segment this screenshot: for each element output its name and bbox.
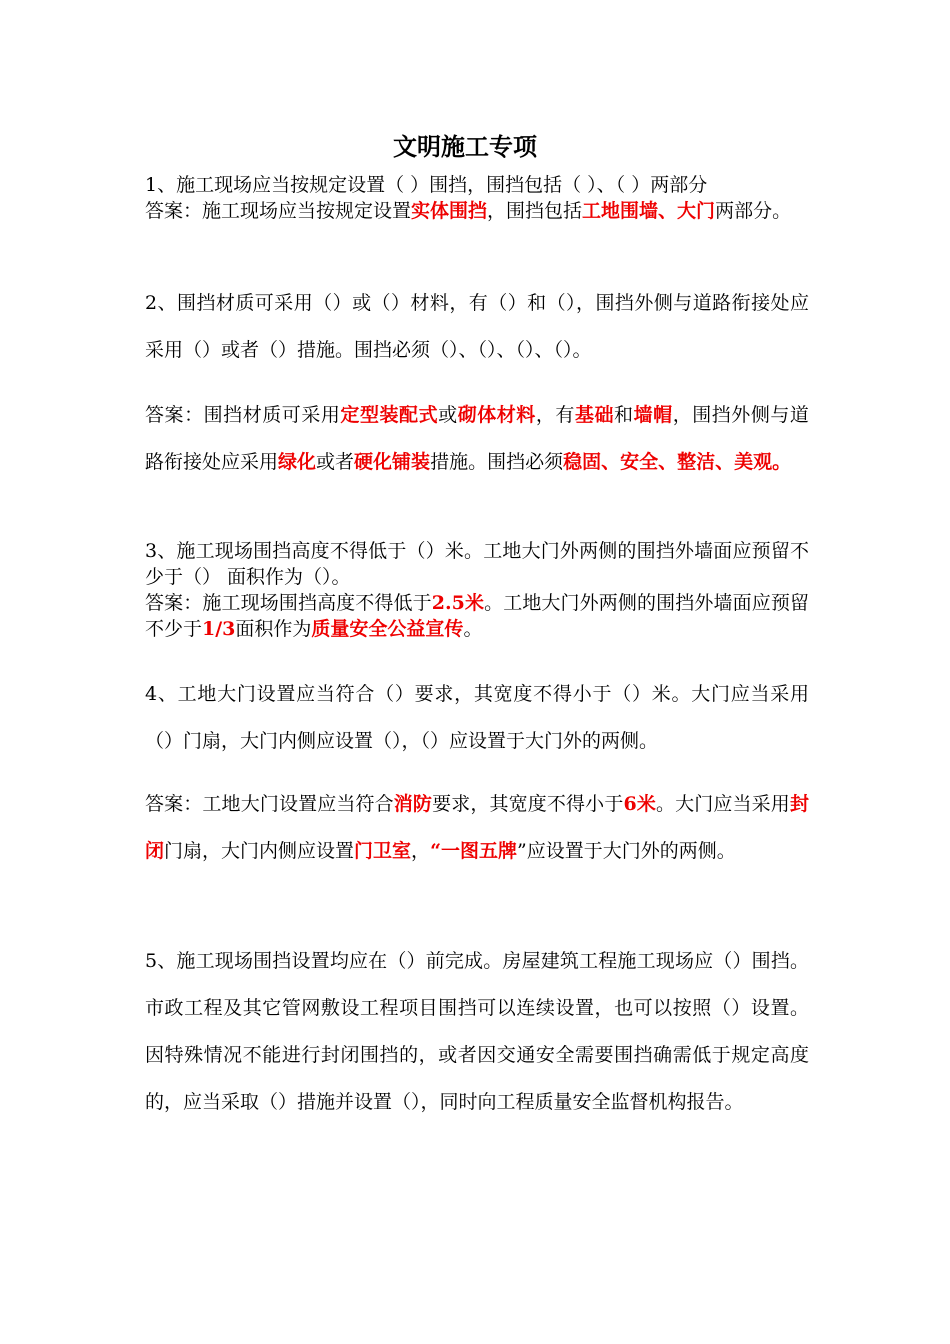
answer-text: ，有 xyxy=(535,404,575,426)
answer-text: 要求，其宽度不得小于 xyxy=(432,793,624,815)
answer-highlight: 基础 xyxy=(574,404,615,426)
question-1-block xyxy=(145,172,809,224)
answer-text: 答案：施工现场围挡高度不得低于 xyxy=(145,592,432,614)
answer-text: 两部分。 xyxy=(715,200,792,222)
answer-text: ，围挡包括 xyxy=(487,200,583,222)
answer-highlight: 消防 xyxy=(393,793,433,815)
answer-text: 答案：施工现场应当按规定设置 xyxy=(145,200,412,222)
answer-text: 。工地大门外两侧的围挡外墙面应预留不少于 xyxy=(145,592,809,640)
answer-highlight: 工地围墙、大门 xyxy=(582,200,716,222)
answer-highlight: 绿化 xyxy=(278,451,317,473)
answer-text: 。 xyxy=(463,618,483,640)
answer-1-text xyxy=(145,198,809,224)
question-1-text: 1、施工现场应当按规定设置（ ）围挡，围挡包括（ ）、（ ）两部分 xyxy=(145,174,708,196)
answer-2-text xyxy=(145,392,809,486)
answer-2-block xyxy=(145,392,809,486)
answer-4-block xyxy=(145,781,809,875)
answer-highlight: 定型装配式 xyxy=(340,404,439,426)
answer-text: 。大门应当采用 xyxy=(655,793,790,815)
question-2-block xyxy=(145,280,809,374)
answer-highlight: 1/3 xyxy=(202,618,236,640)
question-4-text: 4、工地大门设置应当符合（）要求，其宽度不得小于（）米。大门应当采用（）门扇，大门内侧应设置（），（）应设置于大门外的两侧。 xyxy=(145,683,809,752)
question-4-block xyxy=(145,671,809,765)
answer-highlight: 门卫室 xyxy=(354,840,412,862)
answer-text: ， xyxy=(411,840,431,862)
answer-text: ，围挡外侧与道路衔接处应采用 xyxy=(145,404,809,473)
question-5-text: 5、施工现场围挡设置均应在（）前完成。房屋建筑工程施工现场应（）围挡。市政工程及其它管网敷设工程项目围挡可以连续设置，也可以按照（）设置。因特殊情况不能进行封闭围挡的，或者因交通安全需要围挡确需低于规定高度的，应当采取（）措施并设置（），同时向工程质量安全监督机构报告。 xyxy=(145,950,809,1113)
page-title: 文明施工专项 xyxy=(393,132,537,161)
question-2-text: 2、围挡材质可采用（）或（）材料，有（）和（），围挡外侧与道路衔接处应采用（）或者（）措施。围挡必须（）、（）、（）、（）。 xyxy=(145,292,809,361)
answer-text: 面积作为 xyxy=(235,618,312,640)
answer-highlight: 2.5米 xyxy=(431,592,485,614)
answer-4-text xyxy=(145,781,809,875)
answer-text: 和 xyxy=(614,404,634,426)
answer-text: 措施。围挡必须 xyxy=(430,451,564,473)
answer-text: 答案：围挡材质可采用 xyxy=(145,404,341,426)
answer-highlight: “一图五牌 xyxy=(430,840,517,862)
answer-text: 门扇，大门内侧应设置 xyxy=(164,840,355,862)
answer-highlight: 6米 xyxy=(623,793,656,815)
answer-text: 答案：工地大门设置应当符合 xyxy=(145,793,394,815)
answer-text: ”应设置于大门外的两侧。 xyxy=(517,840,736,862)
answer-highlight: 质量安全公益宣传 xyxy=(311,618,464,640)
answer-3-text xyxy=(145,590,809,642)
question-3-text: 3、施工现场围挡高度不得低于（）米。工地大门外两侧的围挡外墙面应预留不少于（） 面积作为（）。 xyxy=(145,540,809,588)
answer-highlight: 砌体材料 xyxy=(457,404,536,426)
answer-highlight: 墙帽 xyxy=(633,404,673,426)
answer-highlight: 稳固、安全、整洁、美观。 xyxy=(563,451,792,473)
question-5-block xyxy=(145,938,809,1126)
answer-text: 或者 xyxy=(316,451,355,473)
answer-highlight: 封闭 xyxy=(145,793,809,862)
answer-text: 或 xyxy=(438,404,458,426)
question-3-block xyxy=(145,538,809,642)
answer-highlight: 实体围挡 xyxy=(411,200,488,222)
answer-highlight: 硬化铺装 xyxy=(354,451,431,473)
